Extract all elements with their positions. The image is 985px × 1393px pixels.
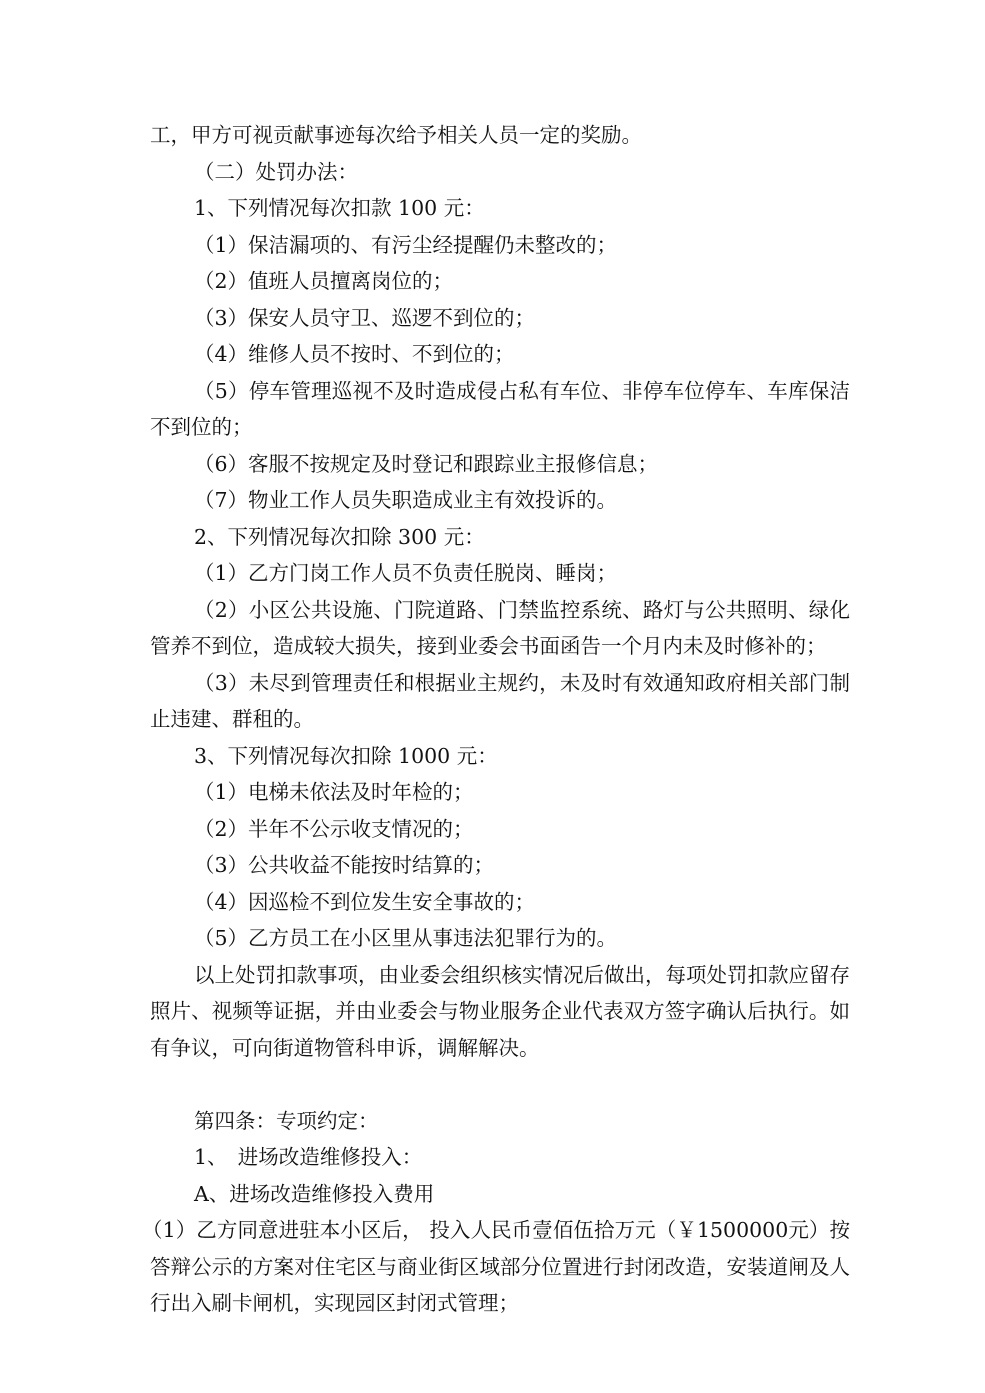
article-four-heading: 第四条：专项约定：: [194, 1108, 379, 1133]
paragraph-investment: （1）乙方同意进驻本小区后， 投入人民币壹佰伍拾万元（￥1500000元）按答辩公示的方案对住宅区与商业街区域部分位置进行封闭改造，安装道闸及人行出入刷卡闸机，实现园区封闭式管理；: [142, 1218, 850, 1315]
penalty-item-crime: （5）乙方员工在小区里从事违法犯罪行为的。: [194, 926, 618, 950]
penalty-tier-300: 2、下列情况每次扣除 300 元：: [194, 524, 485, 549]
penalty-item-complaint: （7）物业工作人员失职造成业主有效投诉的。: [194, 488, 618, 512]
blank-line: [150, 1066, 850, 1103]
heading-penalty-method: （二）处罚办法：: [194, 159, 358, 184]
penalty-item-cleaning: （1）保洁漏项的、有污尘经提醒仍未整改的；: [194, 232, 618, 257]
penalty-item-duty: （2）值班人员擅离岗位的；: [194, 269, 454, 293]
penalty-item-maintenance: （4）维修人员不按时、不到位的；: [194, 342, 515, 366]
penalty-item-accident: （4）因巡检不到位发生安全事故的；: [194, 889, 536, 914]
penalty-item-security: （3）保安人员守卫、巡逻不到位的；: [194, 305, 536, 330]
penalty-item-disclosure: （2）半年不公示收支情况的；: [194, 816, 474, 841]
penalty-item-elevator: （1）电梯未依法及时年检的；: [194, 780, 474, 804]
penalty-item-management: （3）未尽到管理责任和根据业主规约，未及时有效通知政府相关部门制止违建、群租的。: [150, 670, 850, 731]
penalty-item-parking: （5）停车管理巡视不及时造成侵占私有车位、非停车位停车、车库保洁不到位的；: [150, 378, 850, 439]
paragraph-reward-end: 工，甲方可视贡献事迹每次给予相关人员一定的奖励。: [150, 123, 642, 147]
penalty-tier-100: 1、下列情况每次扣款 100 元：: [194, 196, 485, 220]
penalty-item-facilities: （2）小区公共设施、门院道路、门禁监控系统、路灯与公共照明、绿化管养不到位，造成较大损失，接到业委会书面函告一个月内未及时修补的；: [150, 597, 850, 658]
paragraph-penalty-procedure: 以上处罚扣款事项，由业委会组织核实情况后做出，每项处罚扣款应留存照片、视频等证据，并由业委会与物业服务企业代表双方签字确认后执行。如有争议，可向街道物管科申诉，调解解决。: [150, 962, 850, 1060]
penalty-item-gate-staff: （1）乙方门岗工作人员不负责任脱岗、睡岗；: [194, 561, 618, 585]
section-renovation: 1、 进场改造维修投入：: [194, 1145, 423, 1169]
document-body: [142, 117, 850, 1322]
penalty-tier-1000: 3、下列情况每次扣除 1000 元：: [194, 743, 498, 768]
penalty-item-settlement: （3）公共收益不能按时结算的；: [194, 853, 495, 877]
subsection-renovation-cost: A、进场改造维修投入费用: [194, 1181, 435, 1206]
penalty-item-service: （6）客服不按规定及时登记和跟踪业主报修信息；: [194, 451, 659, 476]
